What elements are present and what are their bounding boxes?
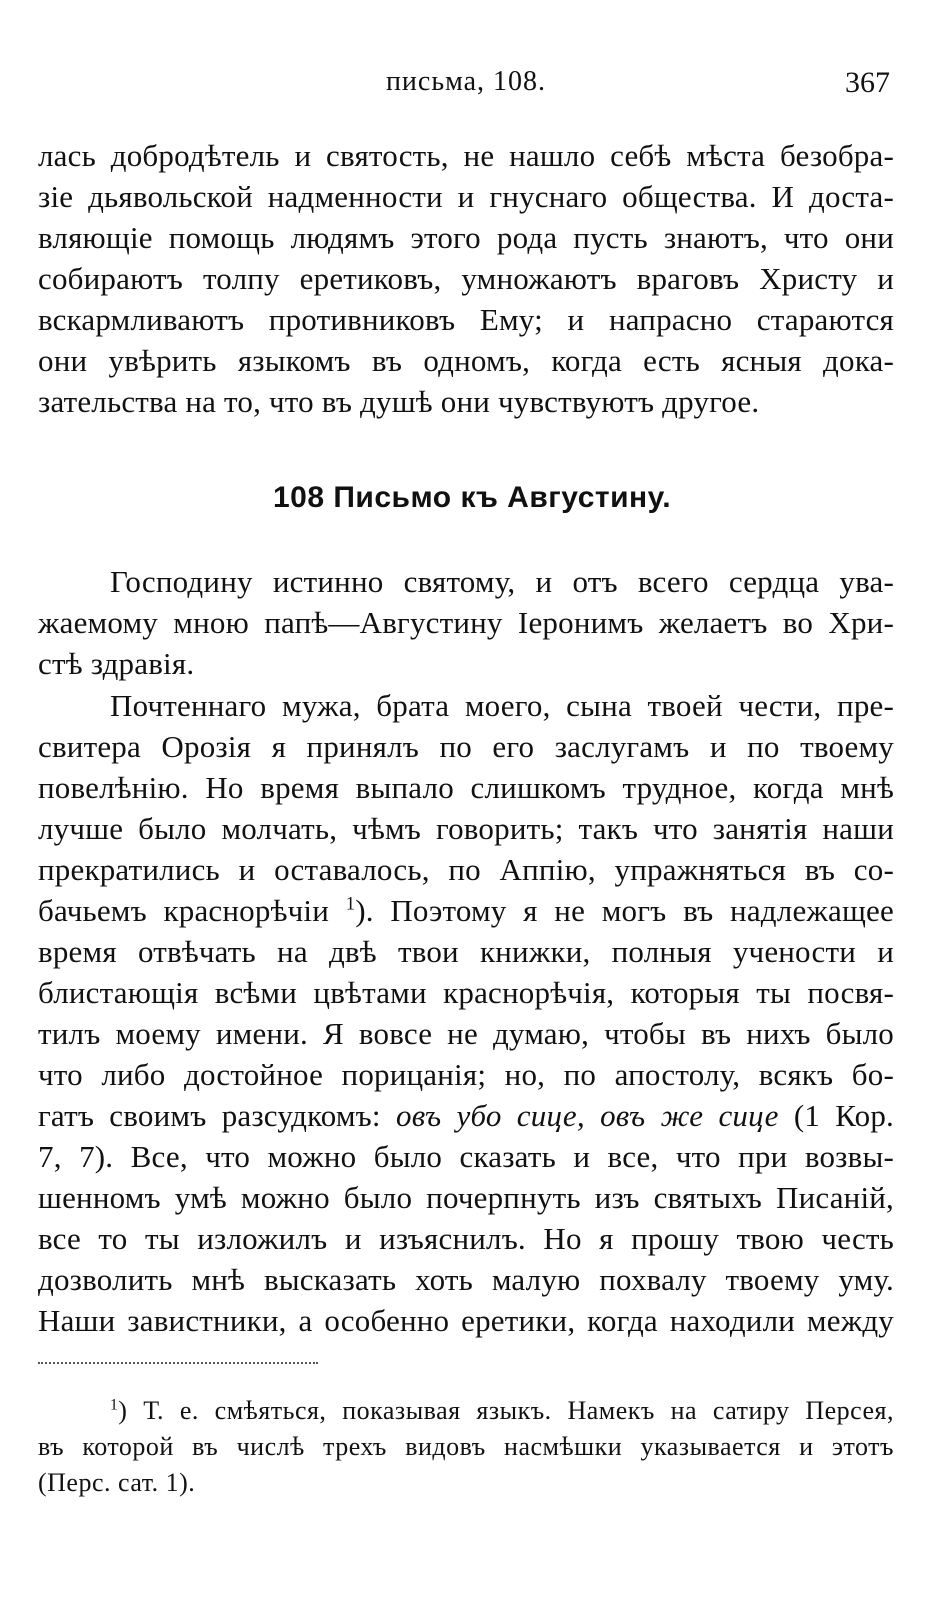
text-span: гатъ своимъ разсудкомъ:: [38, 1098, 396, 1133]
footnote-separator: [38, 1362, 318, 1364]
text-line: зательства на то, что въ душѣ они чувствуютъ другое.: [38, 384, 760, 419]
text-line: все то ты изложилъ и изъяснилъ. Но я прошу твою честь: [38, 1221, 894, 1256]
text-line: лась добродѣтель и святость, не нашло себѣ мѣста безобра-: [38, 138, 894, 173]
text-span: ) Т. е. смѣяться, показывая языкъ. Намекъ на сатиру Персея,: [118, 1396, 894, 1425]
footnote-line: (Перс. сат. 1).: [38, 1468, 196, 1497]
text-line: лучше было молчать, чѣмъ говорить; такъ что занятія наши: [38, 811, 894, 846]
text-line: прекратились и оставалось, по Аппію, упражняться въ со-: [38, 852, 894, 887]
salutation-line: жаемому мною папѣ—Августину Іеронимъ желаетъ во Хри-: [38, 605, 894, 640]
text-line: [38, 891, 894, 931]
text-line: вскармливаютъ противниковъ Ему; и напрасно стараются: [38, 302, 894, 337]
text-line: они увѣрить языкомъ въ одномъ, когда есть ясныя дока-: [38, 343, 894, 378]
text-line: тилъ моему имени. Я вовсе не думаю, чтобы въ нихъ было: [38, 1016, 894, 1051]
text-line: 7, 7). Все, что можно было сказать и все, что при возвы-: [38, 1139, 894, 1174]
running-title: письма, 108.: [385, 66, 547, 97]
text-line: вляющіе помощь людямъ этого рода пусть знаютъ, что они: [38, 220, 894, 255]
text-span: (1 Кор.: [778, 1098, 894, 1133]
footnote-line: въ которой въ числѣ трехъ видовъ насмѣшки указывается и этотъ: [38, 1432, 894, 1461]
text-line: [38, 1096, 894, 1136]
text-line: зіе дьявольской надменности и гнуснаго общества. И доста-: [38, 179, 894, 214]
text-line: повелѣнію. Но время выпало слишкомъ трудное, когда мнѣ: [38, 770, 894, 805]
footnote-line: [110, 1394, 894, 1428]
text-line: Наши завистники, а особенно еретики, когда находили между: [38, 1303, 894, 1338]
text-line: свитера Орозія я принялъ по его заслугамъ и по твоему: [38, 729, 894, 764]
text-line: Почтеннаго мужа, брата моего, сына твоей чести, пре-: [110, 688, 894, 723]
text-span: бачьемъ краснорѣчіи: [38, 893, 346, 928]
running-head: [38, 66, 894, 106]
text-line: шенномъ умѣ можно было почерпнуть изъ святыхъ Писаній,: [38, 1180, 894, 1215]
letter-heading: 108 Письмо къ Августину.: [272, 481, 672, 514]
text-line: время отвѣчать на двѣ твои книжки, полныя учености и: [38, 934, 894, 969]
text-line: блистающія всѣми цвѣтами краснорѣчія, которыя ты посвя-: [38, 975, 894, 1010]
page-number: 367: [845, 66, 890, 99]
text-line: собираютъ толпу еретиковъ, умножаютъ враговъ Христу и: [38, 261, 894, 296]
footnote-ref[interactable]: 1: [345, 893, 356, 915]
text-line: дозволить мнѣ высказать хоть малую похвалу твоему уму.: [38, 1262, 894, 1297]
scripture-quote: овъ убо сице, овъ же сице: [396, 1098, 779, 1133]
text-line: что либо достойное порицанія; но, по апостолу, всякъ бо-: [38, 1057, 894, 1092]
salutation-line: стѣ здравія.: [38, 646, 195, 681]
salutation-line: Господину истинно святому, и отъ всего сердца ува-: [110, 564, 894, 599]
text-span: ). Поэтому я не могъ въ надлежащее: [355, 893, 894, 928]
footnote-marker: 1: [110, 1396, 119, 1414]
